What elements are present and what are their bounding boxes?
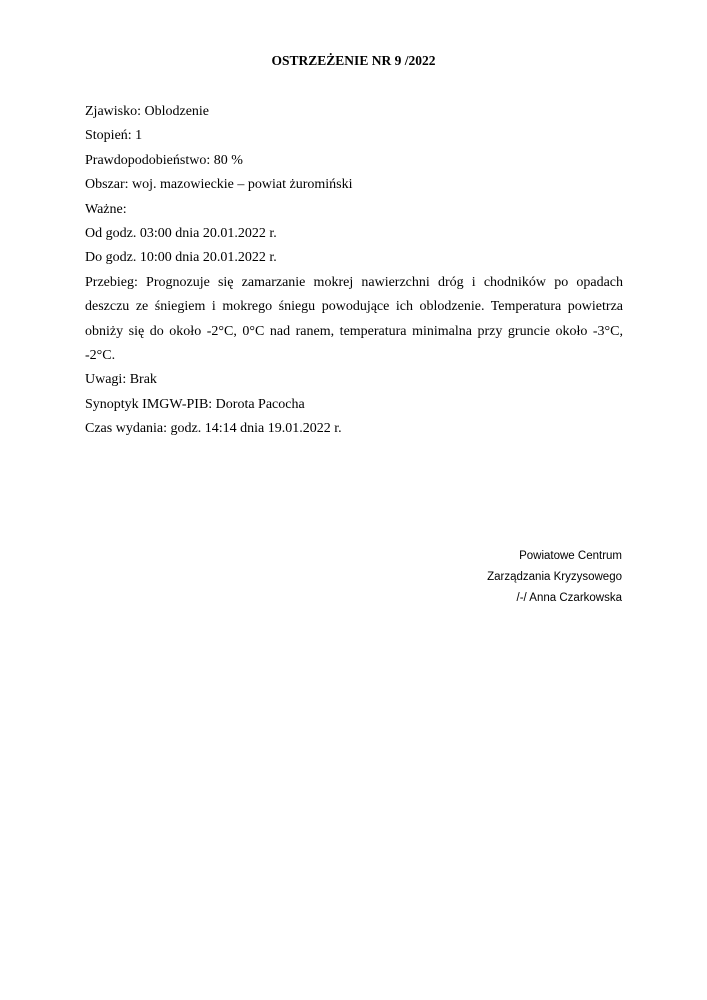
remarks-line: Uwagi: Brak [85,372,157,388]
degree-line: Stopień: 1 [85,128,143,144]
valid-label: Ważne: [85,201,127,217]
forecaster-line: Synoptyk IMGW-PIB: Dorota Pacocha [85,396,305,412]
signature-line-3: /-/ Anna Czarkowska [516,592,622,604]
valid-to-line: Do godz. 10:00 dnia 20.01.2022 r. [85,250,277,266]
document-title: OSTRZEŻENIE NR 9 /2022 [271,53,436,68]
phenomenon-line: Zjawisko: Oblodzenie [85,104,210,119]
issue-time-line: Czas wydania: godz. 14:14 dnia 19.01.2022 r. [85,421,342,437]
warning-details [85,100,623,442]
area-line: Obszar: woj. mazowieckie – powiat żuromiński [85,177,353,193]
probability-line: Prawdopodobieństwo: 80 % [85,152,243,168]
signature-block [487,546,622,609]
course-paragraph: Przebieg: Prognozuje się zamarzanie mokrej nawierzchni dróg i chodników po opadach deszczu ze śniegiem i mokrego śniegu powodujące ich oblodzenie. Temperatura powietrza obniży się do około -2°C, 0°C nad ranem, temperatura minimalna przy gruncie około -3°C, -2°C. [85,274,623,364]
valid-from-line: Od godz. 03:00 dnia 20.01.2022 r. [85,226,277,242]
signature-line-2: Zarządzania Kryzysowego [487,571,622,583]
signature-line-1: Powiatowe Centrum [519,550,622,562]
